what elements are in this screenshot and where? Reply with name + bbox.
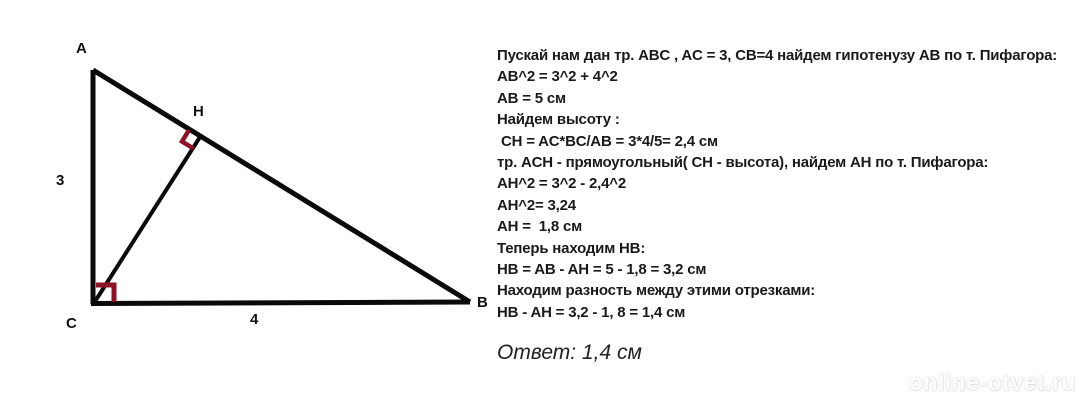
solution-line: Найдем высоту : xyxy=(497,111,620,129)
solution-line: тр. ACH - прямоугольный( CH - высота), найдем AH по т. Пифагора: xyxy=(497,154,989,172)
triangle-svg xyxy=(0,0,510,400)
vertex-a-label: A xyxy=(76,40,87,57)
solution-line: AB^2 = 3^2 + 4^2 xyxy=(497,68,618,86)
side-ac-length-label: 3 xyxy=(56,172,65,189)
solution-line: AB = 5 см xyxy=(497,89,566,107)
solution-lines xyxy=(497,45,1079,323)
solution-line: Теперь находим HB: xyxy=(497,239,646,257)
altitude-ch-line xyxy=(94,137,200,303)
solution-line: HB - AH = 3,2 - 1, 8 = 1,4 см xyxy=(497,303,686,321)
solution-line: AH = 1,8 см xyxy=(497,218,582,236)
solution-line: AH^2 = 3^2 - 2,4^2 xyxy=(497,175,626,193)
solution-line: Пускай нам дан тр. ABC , AC = 3, CB=4 найдем гипотенузу AB по т. Пифагора: xyxy=(497,47,1058,64)
vertex-b-label: B xyxy=(477,294,488,311)
foot-h-label: H xyxy=(193,103,204,120)
side-cb-length-label: 4 xyxy=(250,311,259,328)
solution-text-block xyxy=(497,45,1079,365)
vertex-c-label: C xyxy=(66,315,77,332)
solution-line: HB = AB - AH = 5 - 1,8 = 3,2 см xyxy=(497,261,707,279)
watermark: online-otvet.ru xyxy=(908,369,1076,395)
triangle-figure xyxy=(0,0,510,400)
answer-line: Ответ: 1,4 см xyxy=(497,341,642,365)
hypotenuse-ab-line xyxy=(93,70,470,302)
solution-line: AH^2= 3,24 xyxy=(497,196,576,214)
side-cb-line xyxy=(91,302,470,304)
solution-line: CH = AC*BC/AB = 3*4/5= 2,4 см xyxy=(497,132,718,150)
solution-line: Находим разность между этими отрезками: xyxy=(497,282,816,300)
